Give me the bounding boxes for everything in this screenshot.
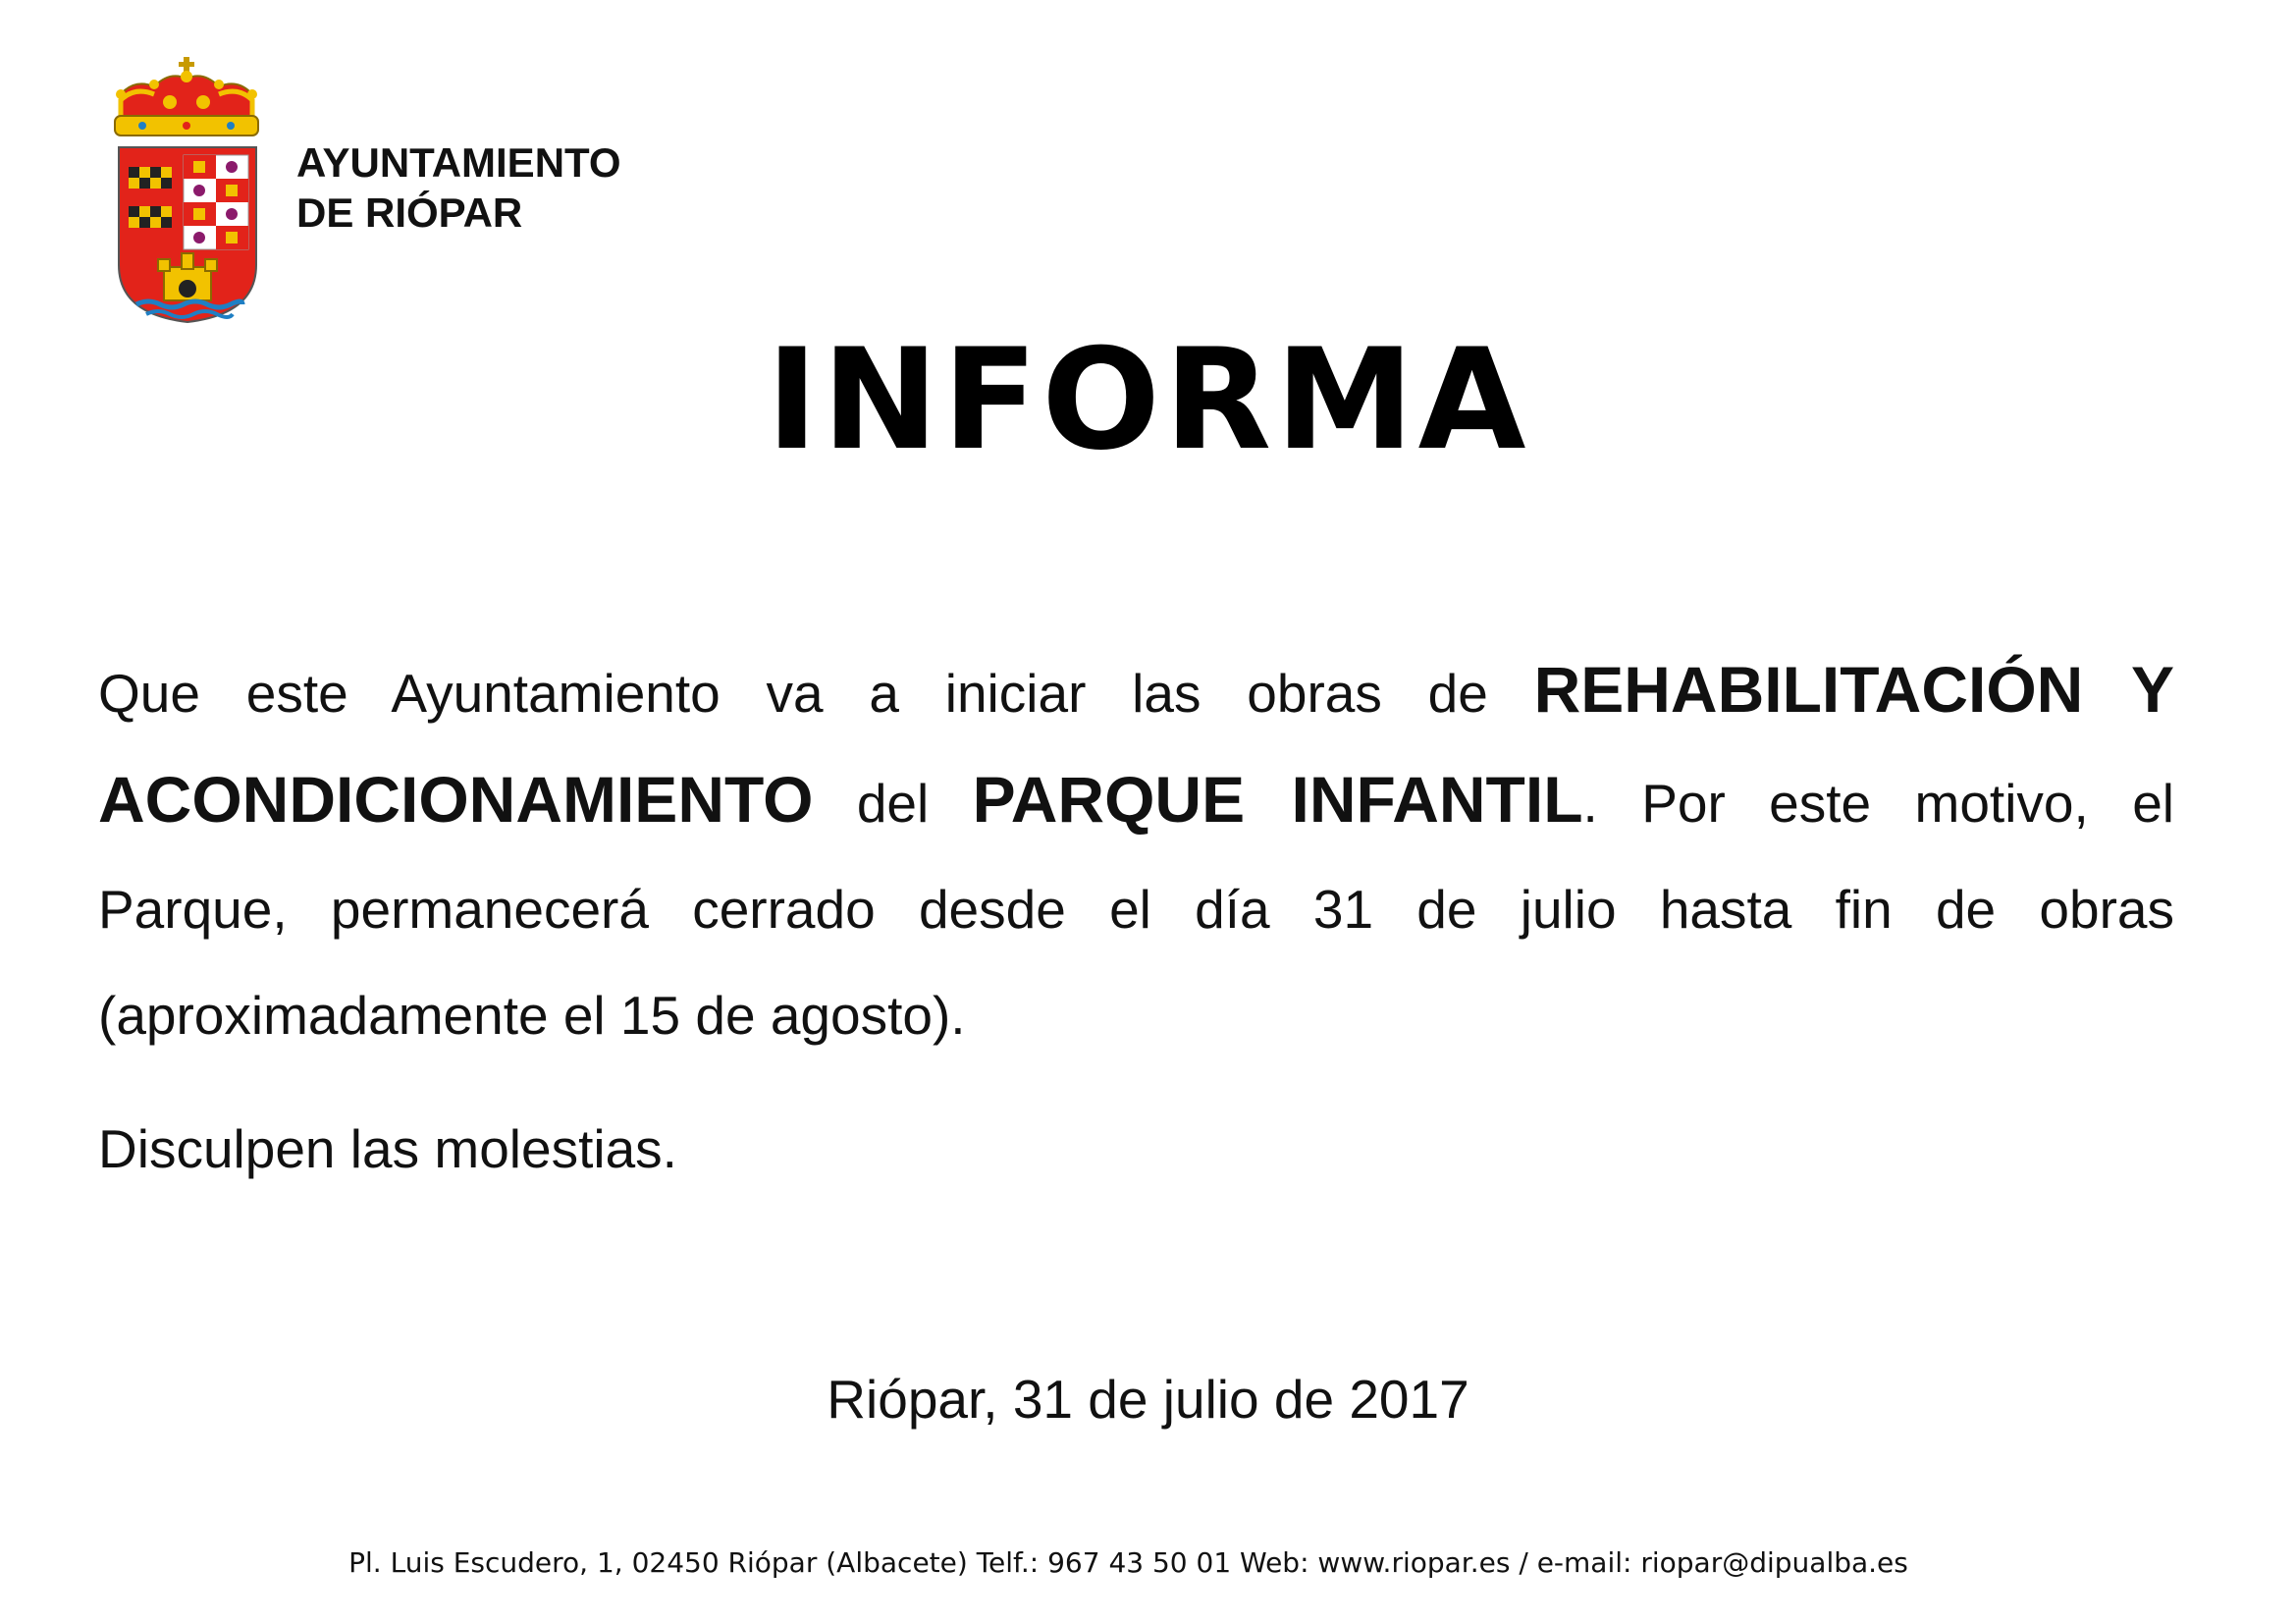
coat-of-arms-icon xyxy=(113,57,270,332)
notice-bold-park: PARQUE INFANTIL xyxy=(972,763,1583,836)
date-signoff: Riópar, 31 de julio de 2017 xyxy=(827,1369,1469,1430)
notice-text-2: del xyxy=(813,773,973,834)
footer-contact: Pl. Luis Escudero, 1, 02450 Riópar (Albacete) Telf.: 967 43 50 01 Web: www.riopar.es / e-mail: riopar@dipualba.es xyxy=(348,1546,1908,1579)
notice-paragraph xyxy=(98,636,2174,1068)
apology-line: Disculpen las molestias. xyxy=(98,1118,677,1179)
notice-bold-works: REHABILITACIÓN Y ACONDICIONAMIENTO xyxy=(98,653,2174,836)
organization-name xyxy=(296,137,621,238)
crown xyxy=(115,57,258,135)
notice-text-3: . Por este motivo, el Parque, permanecerá cerrado desde el día 31 de julio hasta fin de obras (aproximadamente el 15 de agosto). xyxy=(98,773,2174,1046)
organization-name-line2: DE RIÓPAR xyxy=(296,189,523,236)
shield xyxy=(119,147,256,322)
notice-text-1: Que este Ayuntamiento va a iniciar las obras de xyxy=(98,663,1534,724)
headline: INFORMA xyxy=(766,319,1530,481)
organization-name-line1: AYUNTAMIENTO xyxy=(296,139,621,186)
